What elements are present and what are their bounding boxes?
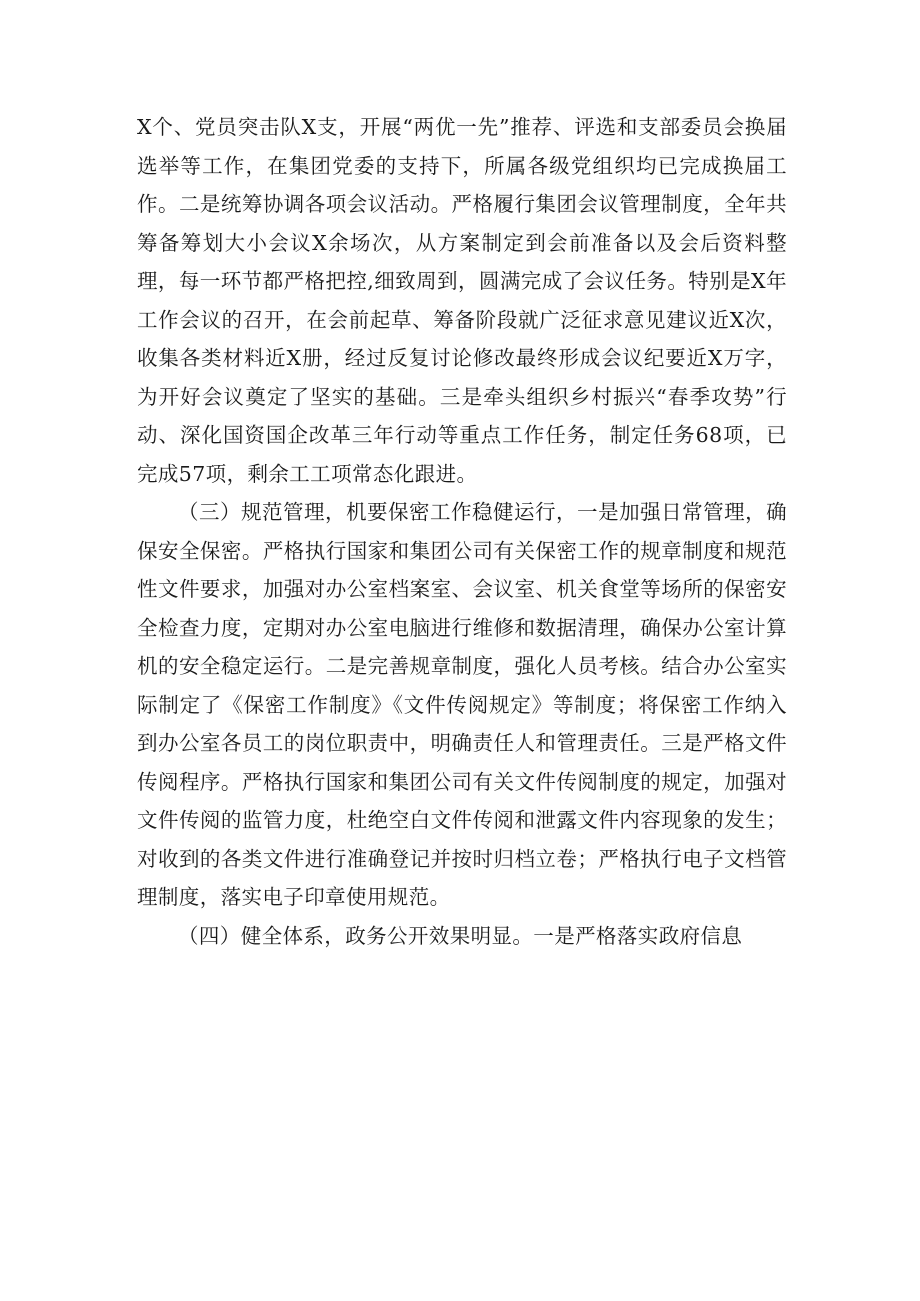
paragraph-confidentiality: （三）规范管理，机要保密工作稳健运行，一是加强日常管理，确保安全保密。严格执行国家和集团公司有关保密工作的规章制度和规范性文件要求，加强对办公室档案室、会议室、机关食堂等场所的保密安全检查力度，定期对办公室电脑进行维修和数据清理，确保办公室计算机的安全稳定运行。二是完善规章制度，强化人员考核。结合办公室实际制定了《保密工作制度》《文件传阅规定》等制度；将保密工作纳入到办公室各员工的岗位职责中，明确责任人和管理责任。三是严格文件传阅程序。严格执行国家和集团公司有关文件传阅制度的规定，加强对文件传阅的监管力度，杜绝空白文件传阅和泄露文件内容现象的发生；对收到的各类文件进行准确登记并按时归档立卷；严格执行电子文档管理制度，落实电子印章使用规范。 — [137, 500, 787, 909]
document-body — [137, 108, 787, 955]
paragraph-government-affairs: （四）健全体系，政务公开效果明显。一是严格落实政府信息 — [178, 923, 743, 948]
paragraph-party-and-meetings: X个、党员突击队X支，开展“两优一先”推荐、评选和支部委员会换届选举等工作，在集团党委的支持下，所属各级党组织均已完成换届工作。二是统筹协调各项会议活动。严格履行集团会议管理制度，全年共筹备筹划大小会议X余场次，从方案制定到会前准备以及会后资料整理，每一环节都严格把控,细致周到，圆满完成了会议任务。特别是X年工作会议的召开，在会前起草、筹备阶段就广泛征求意见建议近X次，收集各类材料近X册，经过反复讨论修改最终形成会议纪要近X万字，为开好会议奠定了坚实的基础。三是牵头组织乡村振兴“春季攻势”行动、深化国资国企改革三年行动等重点工作任务，制定任务68项，已完成57项，剩余工工项常态化跟进。 — [137, 115, 787, 486]
